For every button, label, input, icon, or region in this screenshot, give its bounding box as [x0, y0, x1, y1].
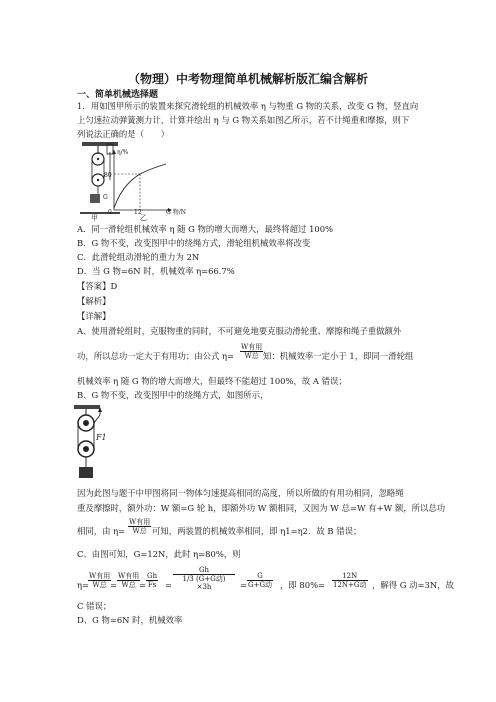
eq-equals-2: = [139, 580, 147, 590]
frac-numerator: 12N [332, 572, 368, 581]
option-d: D．当 G 物=6N 时，机械效率 η=66.7% [77, 266, 235, 276]
explain-b-line-4b: 可知，两装置的机械效率相同，即 η1=η2．故 B 错误； [152, 526, 362, 536]
pulley-figure-alt [74, 405, 108, 485]
graph-xaxis-label: G 物/N [166, 209, 186, 216]
fraction-w-you-over-w-zong [240, 343, 263, 360]
frac-denominator: G+G动 [248, 581, 273, 589]
frac-denominator: Fs [147, 581, 157, 589]
eq-equals-4: = [240, 580, 248, 590]
frac-numerator: W有用 [129, 518, 151, 526]
eq-frac-2 [117, 572, 140, 589]
eq-frac-g [247, 572, 273, 589]
eq-frac-big [173, 566, 235, 591]
explain-b-line-2: 因为此图与题干中甲图将同一物体匀速提高相同的高度，所以所做的有用功相同，忽略绳 [77, 488, 404, 498]
eq-frac-gh-fs [146, 572, 158, 589]
frac-one-third: 1 [182, 575, 187, 583]
eq-equals-3: = [165, 580, 173, 590]
frac-denominator: 12N+G动 [333, 581, 367, 589]
frac-denominator: W总 [132, 527, 147, 535]
explain-c-line-3: C 错误； [77, 601, 112, 611]
section-heading: 一、简单机械选择题 [77, 90, 159, 100]
explain-a-line-2a: 功，所以总功一定大于有用功；由公式 η= [77, 351, 235, 361]
fraction-w-you-over-w-zong-2 [128, 518, 151, 535]
graph-x12-tick: 12 [134, 209, 142, 216]
eq-frac-12n [332, 572, 368, 589]
question-line-3: 列说法正确的是（ ） [77, 129, 170, 139]
frac-g-plus-gdong: (G+G动) [196, 575, 226, 583]
question-line-2: 上匀速拉动弹簧测力计，计算并绘出 η 与 G 物关系如图乙所示，若不计绳重和摩擦，则下 [77, 115, 410, 125]
explain-b-line-3: 重及摩擦时，额外功：W 额=G 轮 h，即额外功 W 额相同，又因为 W 总=W 有+W 额，所以总功 [77, 503, 446, 513]
question-line-1: 1．用如图甲所示的装置来探究滑轮组的机械效率 η 与物重 G 物的关系，改变 G 物，竖直向 [77, 101, 419, 111]
frac-denominator: W总 [121, 581, 136, 589]
doc-title: （物理）中考物理简单机械解析版汇编含解析 [127, 72, 368, 86]
eq-eta: η= [77, 580, 90, 590]
frac-numerator: Gh [173, 566, 235, 575]
answer-label: 【答案】D [77, 281, 118, 291]
eq-ji-80: ，即 80%= [280, 580, 326, 590]
frac-numerator: G [247, 572, 273, 581]
graph-y80-tick: 80 [104, 172, 112, 179]
frac-numerator: Gh [147, 572, 158, 580]
option-c: C．此滑轮组动滑轮的重力为 2N [77, 252, 200, 262]
explain-a-line-1: A、使用滑轮组时，克服物重的同时，不可避免地要克服动滑轮重、摩擦和绳子重做额外 [77, 326, 402, 336]
eq-frac-1 [88, 572, 111, 589]
option-a: A．同一滑轮组机械效率 η 随 G 物的增大而增大，最终将超过 100% [77, 224, 334, 234]
frac-denominator: W总 [92, 581, 107, 589]
explain-a-line-3: 机械效率 η 随 G 物的增大而增大，但最终不能超过 100%，故 A 错误； [77, 376, 347, 386]
frac-numerator: W有用 [241, 343, 263, 351]
fig2-f1-label: F1 [96, 433, 107, 442]
explain-c-line-1: C、由图可知，G=12N，此时 η=80%，则 [77, 549, 241, 559]
graph-yaxis-label: η/% [117, 149, 129, 156]
frac-numerator: W有用 [89, 572, 111, 580]
graph-origin: 0 [108, 209, 112, 216]
option-b: B．G 物不变，改变图甲中的绕绳方式，滑轮组机械效率将改变 [77, 238, 311, 248]
fig-label-yi: 乙 [140, 214, 147, 222]
frac-three: 3 [189, 575, 194, 583]
explain-a-line-2b: 知：机械效率一定小于 1，即同一滑轮组 [263, 351, 414, 361]
frac-denominator: W总 [244, 352, 259, 360]
fig-g-label: G [103, 194, 108, 201]
frac-denominator: 1/3 (G+G动) ×3h [182, 575, 226, 591]
frac-times-3h: ×3h [196, 583, 212, 591]
fig-label-jia: 甲 [91, 214, 98, 222]
eq-equals: = [110, 580, 118, 590]
efficiency-graph-yi [112, 150, 172, 212]
frac-numerator: W有用 [118, 572, 140, 580]
explain-b-line-1: B、G 物不变，改变图甲中的绕绳方式，如图所示， [77, 390, 269, 400]
detail-label: 【详解】 [77, 311, 111, 321]
explain-d-line-1: D、G 物=6N 时，机械效率 [77, 615, 183, 625]
eq-solve: ，解得 G 动=3N，故 [372, 580, 454, 590]
explain-b-line-4a: 相同，由 η= [77, 526, 126, 536]
analysis-label: 【解析】 [77, 296, 111, 306]
